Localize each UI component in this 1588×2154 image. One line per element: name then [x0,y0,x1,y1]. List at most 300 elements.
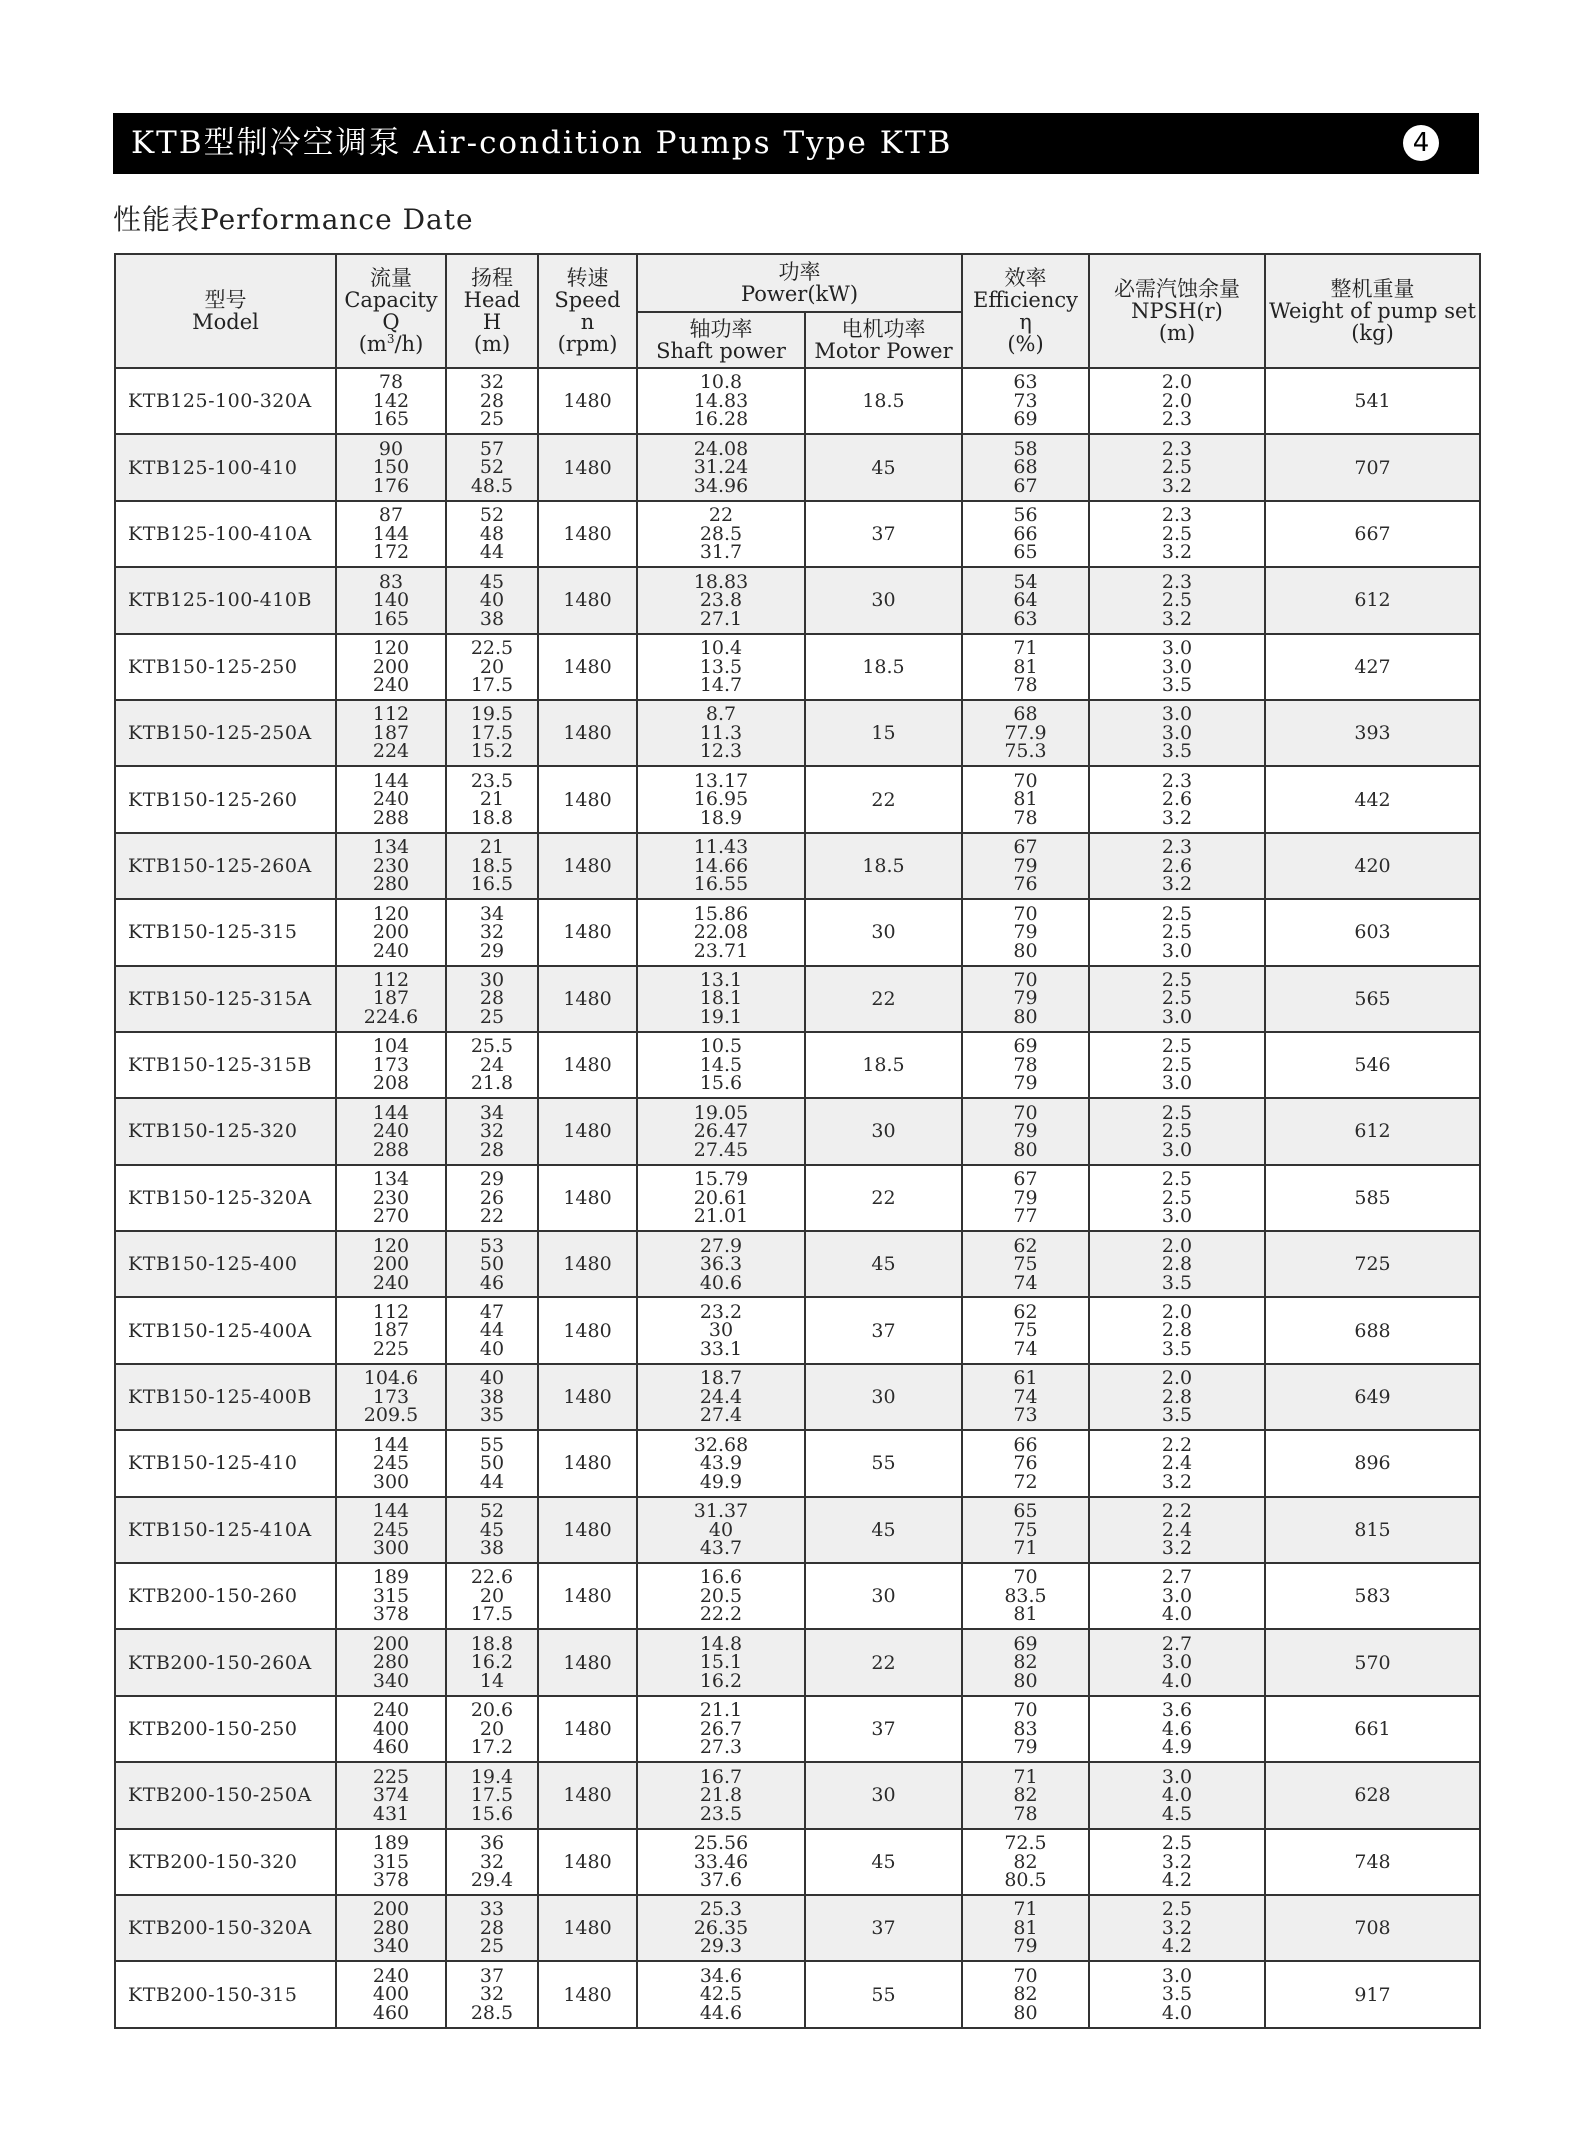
capacity-cell [336,833,446,899]
npsh-cell [1089,1895,1265,1961]
head-cell-value: 18.5 [470,854,514,877]
table-row [115,567,1480,633]
efficiency-cell-value: 72 [1013,1470,1038,1493]
efficiency-cell-value: 70 [1013,1566,1038,1589]
efficiency-cell-value: 63 [1013,371,1038,394]
efficiency-cell [962,700,1089,766]
efficiency-cell-value: 62 [1013,1300,1038,1323]
model-cell: KTB150-125-260 [115,766,336,832]
head-cell [446,1297,538,1363]
npsh-cell-value: 2.3 [1161,437,1193,460]
capacity-cell-value: 189 [372,1832,410,1855]
head-cell-value: 36 [479,1832,505,1855]
col-head-header: 扬程 Head H (m) [446,254,538,368]
capacity-cell-value: 173 [372,1053,410,1076]
npsh-cell [1089,1497,1265,1563]
model-cell: KTB150-125-315A [115,966,336,1032]
head-cell-value: 19.5 [470,703,514,726]
speed-cell: 1480 [538,434,637,500]
npsh-cell-value: 2.3 [1161,769,1193,792]
weight-cell: 585 [1265,1165,1480,1231]
shaft-power-cell-value: 10.8 [699,371,743,394]
npsh-cell-value: 2.2 [1161,1500,1193,1523]
shaft-power-cell-value: 16.6 [699,1566,743,1589]
npsh-cell-value: 2.5 [1161,968,1193,991]
motor-power-cell: 55 [805,1961,962,2027]
motor-power-cell: 18.5 [805,634,962,700]
efficiency-cell [962,1364,1089,1430]
weight-cell: 707 [1265,434,1480,500]
npsh-cell [1089,1829,1265,1895]
weight-cell: 570 [1265,1629,1480,1695]
model-cell: KTB150-125-250 [115,634,336,700]
efficiency-cell-value: 75 [1013,1319,1038,1342]
efficiency-cell-value: 62 [1013,1234,1038,1257]
efficiency-cell-value: 79 [1013,921,1038,944]
shaft-power-cell-value: 44.6 [699,2001,743,2024]
head-cell-value: 21 [479,836,505,859]
head-cell-value: 18.8 [470,1632,514,1655]
table-row [115,634,1480,700]
npsh-cell-value: 3.0 [1161,1072,1193,1095]
capacity-cell-value: 165 [372,607,410,630]
capacity-cell-value: 224 [372,740,410,763]
head-cell-value: 28 [479,987,505,1010]
shaft-power-cell [637,1629,805,1695]
head-cell [446,833,538,899]
capacity-cell [336,1563,446,1629]
speed-cell: 1480 [538,1629,637,1695]
capacity-cell-value: 280 [372,873,410,896]
npsh-cell-value: 4.0 [1161,2001,1193,2024]
npsh-cell-value: 2.5 [1161,522,1193,545]
capacity-cell-value: 240 [372,1964,410,1987]
head-cell-value: 28.5 [470,2001,514,2024]
efficiency-cell-value: 67 [1013,836,1038,859]
npsh-cell-value: 2.5 [1161,1035,1193,1058]
capacity-cell-value: 340 [372,1669,410,1692]
npsh-cell-value: 2.5 [1161,1832,1193,1855]
head-cell-value: 45 [479,570,505,593]
head-cell [446,434,538,500]
head-cell-value: 20 [479,655,505,678]
speed-cell: 1480 [538,1165,637,1231]
npsh-cell-value: 2.5 [1161,1120,1193,1143]
weight-cell: 688 [1265,1297,1480,1363]
head-cell-value: 15.6 [470,1802,514,1825]
model-cell: KTB200-150-315 [115,1961,336,2027]
motor-power-cell: 45 [805,1231,962,1297]
weight-cell: 667 [1265,501,1480,567]
capacity-cell-value: 240 [372,939,410,962]
capacity-cell [336,567,446,633]
head-cell-value: 18.8 [470,806,514,829]
capacity-cell-value: 78 [378,371,404,394]
model-cell: KTB150-125-400A [115,1297,336,1363]
shaft-power-cell-value: 33.1 [699,1337,743,1360]
head-cell-value: 34 [479,902,505,925]
table-row [115,1696,1480,1762]
table-row [115,1430,1480,1496]
table-row [115,1563,1480,1629]
capacity-cell-value: 378 [372,1869,410,1892]
shaft-power-cell-value: 13.17 [693,769,749,792]
head-cell-value: 23.5 [470,769,514,792]
npsh-cell-value: 2.3 [1161,570,1193,593]
efficiency-cell [962,1297,1089,1363]
col-motor-power-header: 电机功率 Motor Power [805,312,962,368]
npsh-cell-value: 2.5 [1161,1898,1193,1921]
efficiency-cell-value: 58 [1013,437,1038,460]
npsh-cell-value: 2.3 [1161,836,1193,859]
capacity-cell [336,1961,446,2027]
efficiency-cell-value: 81 [1013,1916,1038,1939]
npsh-cell [1089,1231,1265,1297]
npsh-cell [1089,1629,1265,1695]
npsh-cell-value: 4.0 [1161,1603,1193,1626]
speed-cell: 1480 [538,700,637,766]
efficiency-cell-value: 68 [1013,456,1038,479]
efficiency-cell-value: 69 [1013,408,1038,431]
head-cell-value: 47 [479,1300,505,1323]
npsh-cell [1089,1563,1265,1629]
npsh-cell-value: 3.0 [1161,637,1193,659]
head-cell-value: 53 [479,1234,505,1257]
capacity-cell [336,966,446,1032]
efficiency-cell [962,1430,1089,1496]
motor-power-cell: 45 [805,1497,962,1563]
efficiency-cell-value: 70 [1013,1964,1038,1987]
shaft-power-cell-value: 16.95 [693,788,749,811]
efficiency-cell-value: 69 [1013,1035,1038,1058]
weight-cell: 546 [1265,1032,1480,1098]
efficiency-cell-value: 75.3 [1004,740,1047,763]
efficiency-cell-value: 69 [1013,1632,1038,1655]
npsh-cell [1089,1696,1265,1762]
speed-cell: 1480 [538,1829,637,1895]
head-cell-value: 22.6 [470,1566,514,1589]
npsh-cell-value: 3.0 [1161,703,1193,726]
model-cell: KTB125-100-410B [115,567,336,633]
capacity-cell [336,501,446,567]
efficiency-cell-value: 80 [1013,1005,1038,1028]
efficiency-cell-value: 83.5 [1004,1584,1047,1607]
npsh-cell-value: 2.4 [1161,1518,1193,1541]
capacity-cell-value: 142 [372,389,410,412]
npsh-cell-value: 2.3 [1161,504,1193,527]
head-cell-value: 25.5 [470,1035,514,1058]
efficiency-cell-value: 63 [1013,607,1038,630]
head-cell-value: 28 [479,1916,505,1939]
table-row [115,966,1480,1032]
shaft-power-cell [637,1895,805,1961]
capacity-cell-value: 200 [372,1253,410,1276]
head-cell [446,1364,538,1430]
speed-cell: 1480 [538,899,637,965]
capacity-cell-value: 315 [372,1584,410,1607]
npsh-cell-value: 4.2 [1161,1869,1193,1892]
efficiency-cell-value: 74 [1013,1385,1038,1408]
head-cell-value: 52 [479,456,505,479]
head-cell-value: 38 [479,1537,505,1560]
head-cell-value: 32 [479,1850,505,1873]
shaft-power-cell-value: 21.1 [699,1699,743,1722]
shaft-power-cell [637,1696,805,1762]
shaft-power-cell-value: 8.7 [705,703,737,726]
efficiency-cell [962,368,1089,434]
weight-cell: 393 [1265,700,1480,766]
motor-power-cell: 30 [805,1098,962,1164]
efficiency-cell [962,966,1089,1032]
shaft-power-cell-value: 27.4 [699,1404,743,1427]
capacity-cell-value: 224.6 [363,1005,419,1028]
model-cell: KTB150-125-400B [115,1364,336,1430]
weight-cell: 815 [1265,1497,1480,1563]
efficiency-cell-value: 77 [1013,1205,1038,1228]
npsh-cell-value: 4.9 [1161,1736,1193,1759]
npsh-cell-value: 2.8 [1161,1253,1193,1276]
table-row [115,1032,1480,1098]
npsh-cell-value: 3.0 [1161,1765,1193,1788]
weight-cell: 917 [1265,1961,1480,2027]
head-cell-value: 17.5 [470,674,514,696]
capacity-cell-value: 240 [372,1271,410,1294]
efficiency-cell-value: 81 [1013,788,1038,811]
capacity-cell [336,1696,446,1762]
capacity-cell [336,766,446,832]
shaft-power-cell [637,501,805,567]
model-cell: KTB200-150-250 [115,1696,336,1762]
shaft-power-cell-value: 14.5 [699,1053,743,1076]
head-cell-value: 52 [479,504,505,527]
efficiency-cell-value: 72.5 [1004,1832,1047,1855]
table-row [115,700,1480,766]
capacity-cell-value: 240 [372,1120,410,1143]
efficiency-cell-value: 78 [1013,806,1038,829]
shaft-power-cell [637,1762,805,1828]
shaft-power-cell-value: 23.8 [699,589,743,612]
shaft-power-cell-value: 43.9 [699,1452,743,1475]
speed-cell: 1480 [538,501,637,567]
shaft-power-cell [637,700,805,766]
shaft-power-cell-value: 28.5 [699,522,743,545]
efficiency-cell-value: 79 [1013,1935,1038,1958]
efficiency-cell-value: 70 [1013,1101,1038,1124]
capacity-cell [336,700,446,766]
model-cell: KTB200-150-320 [115,1829,336,1895]
capacity-cell [336,1430,446,1496]
model-cell: KTB125-100-410 [115,434,336,500]
speed-cell: 1480 [538,1961,637,2027]
npsh-cell-value: 3.2 [1161,541,1193,564]
head-cell-value: 25 [479,408,505,431]
head-cell-value: 40 [479,1367,505,1390]
head-cell-value: 16.5 [470,873,514,896]
head-cell-value: 20 [479,1584,505,1607]
capacity-cell-value: 288 [372,806,410,829]
shaft-power-cell [637,434,805,500]
shaft-power-cell-value: 16.2 [699,1669,743,1692]
shaft-power-cell-value: 22.08 [693,921,749,944]
capacity-cell-value: 225 [372,1765,410,1788]
npsh-cell [1089,700,1265,766]
npsh-cell-value: 4.2 [1161,1935,1193,1958]
shaft-power-cell [637,899,805,965]
capacity-cell-value: 144 [372,522,410,545]
head-cell-value: 30 [479,968,505,991]
capacity-cell [336,1032,446,1098]
head-cell-value: 21.8 [470,1072,514,1095]
performance-table-body [115,368,1480,2028]
efficiency-cell-value: 65 [1013,1500,1038,1523]
efficiency-cell [962,634,1089,700]
head-cell-value: 40 [479,1337,505,1360]
capacity-cell [336,1297,446,1363]
head-cell-value: 29 [479,939,505,962]
shaft-power-cell-value: 18.9 [699,806,743,829]
shaft-power-cell [637,1497,805,1563]
npsh-cell-value: 3.5 [1161,740,1193,763]
npsh-cell-value: 3.0 [1161,1964,1193,1987]
efficiency-cell [962,1165,1089,1231]
capacity-cell-value: 288 [372,1138,410,1161]
head-cell-value: 17.5 [470,1603,514,1626]
shaft-power-cell-value: 16.55 [693,873,749,896]
shaft-power-cell [637,1032,805,1098]
capacity-cell-value: 270 [372,1205,410,1228]
model-cell: KTB150-125-410A [115,1497,336,1563]
capacity-cell-value: 120 [372,1234,410,1257]
head-cell-value: 28 [479,389,505,412]
speed-cell: 1480 [538,833,637,899]
head-cell [446,1165,538,1231]
npsh-cell [1089,1762,1265,1828]
efficiency-cell-value: 77.9 [1004,721,1047,744]
motor-power-cell: 45 [805,434,962,500]
head-cell [446,966,538,1032]
shaft-power-cell-value: 33.46 [693,1850,749,1873]
capacity-cell-value: 90 [378,437,404,460]
shaft-power-cell-value: 15.1 [699,1651,743,1674]
head-cell-value: 32 [479,1983,505,2006]
shaft-power-cell-value: 13.1 [699,968,743,991]
head-cell [446,1098,538,1164]
head-cell [446,766,538,832]
capacity-cell-value: 187 [372,1319,410,1342]
efficiency-cell [962,1829,1089,1895]
speed-cell: 1480 [538,766,637,832]
efficiency-cell-value: 78 [1013,1053,1038,1076]
weight-cell: 427 [1265,634,1480,700]
efficiency-cell-value: 74 [1013,1271,1038,1294]
motor-power-cell: 22 [805,1629,962,1695]
shaft-power-cell-value: 16.7 [699,1765,743,1788]
shaft-power-cell-value: 32.68 [693,1433,749,1456]
head-cell-value: 34 [479,1101,505,1124]
npsh-cell-value: 2.4 [1161,1452,1193,1475]
efficiency-cell-value: 70 [1013,902,1038,925]
npsh-cell-value: 3.5 [1161,1983,1193,2006]
efficiency-cell [962,1961,1089,2027]
capacity-cell-value: 150 [372,456,410,479]
efficiency-cell [962,567,1089,633]
shaft-power-cell-value: 25.56 [693,1832,749,1855]
efficiency-cell-value: 76 [1013,1452,1038,1475]
npsh-cell [1089,634,1265,700]
capacity-cell-value: 189 [372,1566,410,1589]
head-cell-value: 55 [479,1433,505,1456]
capacity-cell-value: 165 [372,408,410,431]
npsh-cell-value: 2.0 [1161,1367,1193,1390]
col-efficiency-header: 效率 Efficiency η (%) [962,254,1089,368]
shaft-power-cell-value: 26.35 [693,1916,749,1939]
capacity-cell-value: 187 [372,987,410,1010]
efficiency-cell-value: 80 [1013,1138,1038,1161]
efficiency-cell-value: 66 [1013,1433,1038,1456]
capacity-cell-value: 200 [372,921,410,944]
shaft-power-cell-value: 20.5 [699,1584,743,1607]
efficiency-cell-value: 83 [1013,1717,1038,1740]
weight-cell: 565 [1265,966,1480,1032]
capacity-cell-value: 378 [372,1603,410,1626]
shaft-power-cell-value: 18.1 [699,987,743,1010]
npsh-cell-value: 3.0 [1161,1205,1193,1228]
shaft-power-cell-value: 36.3 [699,1253,743,1276]
shaft-power-cell-value: 19.05 [693,1101,749,1124]
npsh-cell [1089,766,1265,832]
capacity-cell-value: 200 [372,1632,410,1655]
capacity-cell-value: 83 [378,570,404,593]
efficiency-cell-value: 54 [1013,570,1038,593]
npsh-cell [1089,1961,1265,2027]
capacity-cell-value: 144 [372,1433,410,1456]
shaft-power-cell-value: 24.4 [699,1385,743,1408]
npsh-cell-value: 3.2 [1161,1916,1193,1939]
npsh-cell-value: 2.0 [1161,389,1193,412]
efficiency-cell-value: 80.5 [1004,1869,1047,1892]
capacity-cell-value: 187 [372,721,410,744]
shaft-power-cell-value: 31.37 [693,1500,749,1523]
head-cell-value: 16.2 [470,1651,514,1674]
shaft-power-cell-value: 26.7 [699,1717,743,1740]
efficiency-cell-value: 71 [1013,1537,1038,1560]
head-cell [446,1430,538,1496]
head-cell [446,634,538,700]
efficiency-cell-value: 70 [1013,769,1038,792]
shaft-power-cell-value: 27.45 [693,1138,749,1161]
shaft-power-cell-value: 40.6 [699,1271,743,1294]
npsh-cell [1089,1297,1265,1363]
head-cell-value: 44 [479,541,505,564]
speed-cell: 1480 [538,1563,637,1629]
col-power-header: 功率 Power(kW) [637,254,962,312]
motor-power-cell: 37 [805,501,962,567]
shaft-power-cell-value: 29.3 [699,1935,743,1958]
efficiency-cell-value: 65 [1013,541,1038,564]
efficiency-cell-value: 56 [1013,504,1038,527]
npsh-cell-value: 2.8 [1161,1319,1193,1342]
npsh-cell [1089,1165,1265,1231]
head-cell-value: 20.6 [470,1699,514,1722]
speed-cell: 1480 [538,1364,637,1430]
table-row [115,1629,1480,1695]
head-cell-value: 24 [479,1053,505,1076]
speed-cell: 1480 [538,1762,637,1828]
motor-power-cell: 30 [805,1762,962,1828]
capacity-cell [336,1829,446,1895]
shaft-power-cell [637,833,805,899]
npsh-cell-value: 3.6 [1161,1699,1193,1722]
